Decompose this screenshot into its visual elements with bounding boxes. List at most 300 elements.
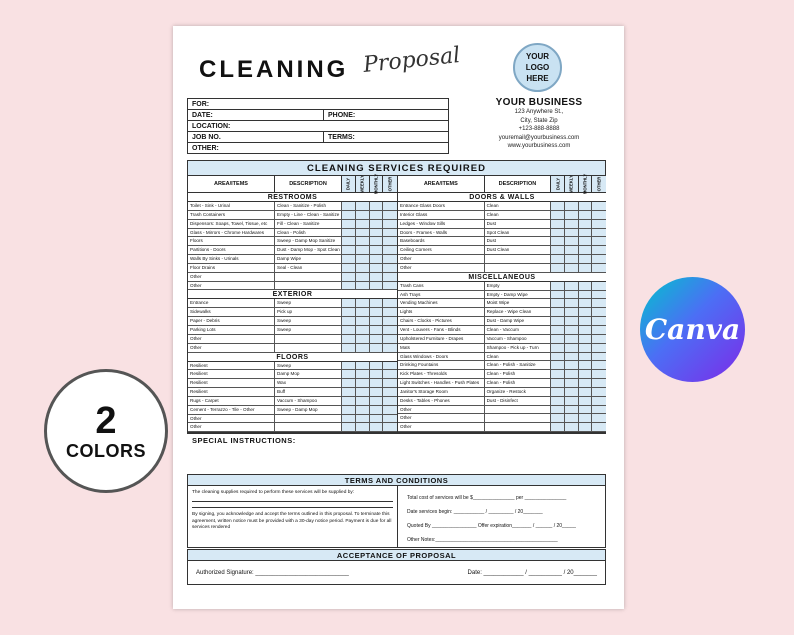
frequency-cell[interactable] [370,397,384,405]
frequency-cell[interactable] [592,291,606,299]
area-cell[interactable]: Entrance Glass Doors [398,202,485,210]
frequency-cell[interactable] [565,291,579,299]
frequency-cell[interactable] [565,220,579,228]
description-cell[interactable]: Clean - Polish [275,229,342,237]
frequency-cell[interactable] [579,361,593,369]
frequency-cell[interactable] [579,299,593,307]
frequency-cell[interactable] [356,255,370,263]
frequency-cell[interactable] [565,317,579,325]
frequency-cell[interactable] [592,414,606,422]
description-cell[interactable]: Sweep - Damp Mop [275,406,342,414]
description-cell[interactable]: Wax [275,379,342,387]
frequency-cell[interactable] [342,308,356,316]
acceptance-date-field[interactable]: Date: ____________ / __________ / 20_______ [467,570,597,576]
frequency-cell[interactable] [383,388,397,396]
frequency-cell[interactable] [592,326,606,334]
frequency-cell[interactable] [579,237,593,245]
area-cell[interactable]: Floors [188,237,275,245]
frequency-cell[interactable] [579,379,593,387]
area-cell[interactable]: Other [188,423,275,431]
description-cell[interactable]: Spot Clean [485,229,552,237]
area-cell[interactable]: Lights [398,308,485,316]
frequency-cell[interactable] [551,220,565,228]
frequency-cell[interactable] [383,211,397,219]
frequency-cell[interactable] [551,370,565,378]
frequency-cell[interactable] [592,211,606,219]
description-cell[interactable]: Clean [485,211,552,219]
frequency-cell[interactable] [592,237,606,245]
area-cell[interactable]: Janitor's Storage Room [398,388,485,396]
description-cell[interactable]: Empty [485,282,552,290]
frequency-cell[interactable] [383,246,397,254]
supplies-line-2[interactable] [192,503,393,508]
area-cell[interactable]: Upholstered Furniture - Drapes [398,335,485,343]
frequency-cell[interactable] [592,423,606,431]
frequency-cell[interactable] [370,379,384,387]
frequency-cell[interactable] [370,255,384,263]
frequency-cell[interactable] [579,255,593,263]
frequency-cell[interactable] [356,388,370,396]
frequency-cell[interactable] [592,282,606,290]
frequency-cell[interactable] [370,273,384,281]
frequency-cell[interactable] [383,379,397,387]
frequency-cell[interactable] [592,220,606,228]
frequency-cell[interactable] [579,246,593,254]
frequency-cell[interactable] [356,308,370,316]
frequency-cell[interactable] [579,264,593,272]
area-cell[interactable]: Other [398,255,485,263]
frequency-cell[interactable] [551,255,565,263]
area-cell[interactable]: Sidewalks [188,308,275,316]
description-cell[interactable]: Vaccum - Shampoo [485,335,552,343]
frequency-cell[interactable] [342,211,356,219]
description-cell[interactable]: Seal - Clean [275,264,342,272]
frequency-cell[interactable] [342,299,356,307]
frequency-cell[interactable] [565,229,579,237]
area-cell[interactable]: Toilet - Sink - Urinal [188,202,275,210]
area-cell[interactable]: Other [188,335,275,343]
frequency-cell[interactable] [383,317,397,325]
frequency-cell[interactable] [356,317,370,325]
description-cell[interactable]: Damp Wipe [275,255,342,263]
area-cell[interactable]: Other [398,423,485,431]
area-cell[interactable]: Dispensors: Soaps, Towel, Tissue, etc [188,220,275,228]
frequency-cell[interactable] [592,264,606,272]
frequency-cell[interactable] [592,229,606,237]
frequency-cell[interactable] [383,202,397,210]
description-cell[interactable] [275,344,342,352]
area-cell[interactable]: Ceiling Corners [398,246,485,254]
frequency-cell[interactable] [579,229,593,237]
frequency-cell[interactable] [592,255,606,263]
frequency-cell[interactable] [592,344,606,352]
frequency-cell[interactable] [579,353,593,361]
frequency-cell[interactable] [370,423,384,431]
area-cell[interactable]: Other [398,406,485,414]
frequency-cell[interactable] [370,317,384,325]
frequency-cell[interactable] [592,406,606,414]
frequency-cell[interactable] [383,282,397,290]
area-cell[interactable]: Doors - Frames - Walls [398,229,485,237]
frequency-cell[interactable] [356,362,370,370]
area-cell[interactable]: Trash Containers [188,211,275,219]
frequency-cell[interactable] [551,308,565,316]
frequency-cell[interactable] [579,308,593,316]
frequency-cell[interactable] [565,211,579,219]
info-row-location[interactable] [188,121,448,132]
description-cell[interactable] [275,335,342,343]
area-cell[interactable]: Kick Plates - Thresolds [398,370,485,378]
frequency-cell[interactable] [592,361,606,369]
frequency-cell[interactable] [356,379,370,387]
frequency-cell[interactable] [579,211,593,219]
frequency-cell[interactable] [551,317,565,325]
description-cell[interactable]: Dust [485,220,552,228]
description-cell[interactable] [275,282,342,290]
frequency-cell[interactable] [356,211,370,219]
frequency-cell[interactable] [579,282,593,290]
area-cell[interactable]: Glass - Mirrors - Chrome Hardwares [188,229,275,237]
description-cell[interactable]: Sweep [275,317,342,325]
frequency-cell[interactable] [551,211,565,219]
frequency-cell[interactable] [551,353,565,361]
frequency-cell[interactable] [565,406,579,414]
frequency-cell[interactable] [342,423,356,431]
frequency-cell[interactable] [370,220,384,228]
frequency-cell[interactable] [370,299,384,307]
frequency-cell[interactable] [551,414,565,422]
frequency-cell[interactable] [342,326,356,334]
description-cell[interactable]: Empty - Line - Clean - Sanitize [275,211,342,219]
description-cell[interactable]: Replace - Wipe Clean [485,308,552,316]
frequency-cell[interactable] [565,388,579,396]
frequency-cell[interactable] [383,370,397,378]
area-cell[interactable]: Floor Drains [188,264,275,272]
description-cell[interactable]: Clean - Vaccum [485,326,552,334]
frequency-cell[interactable] [370,229,384,237]
frequency-cell[interactable] [565,414,579,422]
frequency-cell[interactable] [370,246,384,254]
frequency-cell[interactable] [342,202,356,210]
frequency-cell[interactable] [342,388,356,396]
frequency-cell[interactable] [565,202,579,210]
description-cell[interactable]: Pick up [275,308,342,316]
frequency-cell[interactable] [565,370,579,378]
area-cell[interactable]: Ledges - Window Sills [398,220,485,228]
area-cell[interactable]: Resilient [188,388,275,396]
frequency-cell[interactable] [383,220,397,228]
frequency-cell[interactable] [342,229,356,237]
frequency-cell[interactable] [565,282,579,290]
frequency-cell[interactable] [342,255,356,263]
frequency-cell[interactable] [565,299,579,307]
frequency-cell[interactable] [579,344,593,352]
frequency-cell[interactable] [579,220,593,228]
frequency-cell[interactable] [592,388,606,396]
frequency-cell[interactable] [579,414,593,422]
area-cell[interactable]: Resilient [188,370,275,378]
description-cell[interactable]: Sweep - Damp Mop Sanitize [275,237,342,245]
frequency-cell[interactable] [356,344,370,352]
special-instructions[interactable]: SPECIAL INSTRUCTIONS: [188,432,605,478]
description-cell[interactable] [485,414,552,422]
frequency-cell[interactable] [565,308,579,316]
frequency-cell[interactable] [383,308,397,316]
area-cell[interactable]: Cement - Terrazzo - Tile - Other [188,406,275,414]
area-cell[interactable]: Light Switches - Handles - Push Plates [398,379,485,387]
frequency-cell[interactable] [579,326,593,334]
frequency-cell[interactable] [565,326,579,334]
frequency-cell[interactable] [356,326,370,334]
description-cell[interactable]: Sweep [275,299,342,307]
frequency-cell[interactable] [342,220,356,228]
frequency-cell[interactable] [551,246,565,254]
description-cell[interactable]: Vaccum - Shampoo [275,397,342,405]
frequency-cell[interactable] [551,237,565,245]
frequency-cell[interactable] [383,415,397,423]
frequency-cell[interactable] [356,273,370,281]
description-cell[interactable]: Shampoo - Pick up - Turn [485,344,552,352]
frequency-cell[interactable] [356,220,370,228]
frequency-cell[interactable] [370,202,384,210]
frequency-cell[interactable] [551,202,565,210]
frequency-cell[interactable] [551,291,565,299]
description-cell[interactable]: Fill - Clean - Sanitize [275,220,342,228]
frequency-cell[interactable] [551,282,565,290]
frequency-cell[interactable] [579,423,593,431]
frequency-cell[interactable] [370,211,384,219]
area-cell[interactable]: Ash Trays [398,291,485,299]
frequency-cell[interactable] [356,370,370,378]
frequency-cell[interactable] [565,397,579,405]
frequency-cell[interactable] [579,388,593,396]
description-cell[interactable]: Clean - Sanitize - Polish [275,202,342,210]
frequency-cell[interactable] [565,361,579,369]
info-row-date[interactable] [188,110,448,121]
frequency-cell[interactable] [356,415,370,423]
description-cell[interactable]: Dust - Damp Mop - Spot Clean [275,246,342,254]
frequency-cell[interactable] [370,335,384,343]
frequency-cell[interactable] [342,264,356,272]
frequency-cell[interactable] [356,299,370,307]
area-cell[interactable]: Trash Cans [398,282,485,290]
description-cell[interactable]: Clean - Polish [485,379,552,387]
frequency-cell[interactable] [565,423,579,431]
frequency-cell[interactable] [565,335,579,343]
area-cell[interactable]: Mats [398,344,485,352]
frequency-cell[interactable] [565,255,579,263]
frequency-cell[interactable] [370,326,384,334]
frequency-cell[interactable] [592,379,606,387]
frequency-cell[interactable] [551,423,565,431]
area-cell[interactable]: Glass Windows - Doors [398,353,485,361]
frequency-cell[interactable] [565,379,579,387]
frequency-cell[interactable] [383,273,397,281]
terms-total[interactable]: Total cost of services will be $_______________ per _______________ [407,495,567,501]
frequency-cell[interactable] [551,326,565,334]
frequency-cell[interactable] [579,291,593,299]
frequency-cell[interactable] [579,370,593,378]
area-cell[interactable]: Resilient [188,379,275,387]
frequency-cell[interactable] [551,229,565,237]
frequency-cell[interactable] [592,353,606,361]
frequency-cell[interactable] [356,335,370,343]
frequency-cell[interactable] [592,370,606,378]
area-cell[interactable]: Vending Machines [398,299,485,307]
description-cell[interactable]: Clean - Polish - Sanitize [485,361,552,369]
terms-begin[interactable]: Date services begin: ___________ / _________ / 20_______ [407,509,543,515]
description-cell[interactable] [485,406,552,414]
frequency-cell[interactable] [551,379,565,387]
area-cell[interactable]: Other [188,415,275,423]
supplies-line[interactable] [192,497,393,502]
frequency-cell[interactable] [383,229,397,237]
terms-other-notes[interactable]: Other Notes:____________________________________________ [407,537,558,543]
area-cell[interactable]: Baseboards [398,237,485,245]
area-cell[interactable]: Resilient [188,362,275,370]
area-cell[interactable]: Other [188,344,275,352]
frequency-cell[interactable] [356,423,370,431]
info-row-for[interactable] [188,99,448,110]
description-cell[interactable]: Clean [485,353,552,361]
description-cell[interactable] [275,273,342,281]
frequency-cell[interactable] [342,237,356,245]
description-cell[interactable]: Clean [485,202,552,210]
frequency-cell[interactable] [356,397,370,405]
frequency-cell[interactable] [383,264,397,272]
description-cell[interactable] [275,415,342,423]
description-cell[interactable]: Dust - Disinfect [485,397,552,405]
description-cell[interactable]: Organize - Restock [485,388,552,396]
frequency-cell[interactable] [370,344,384,352]
area-cell[interactable]: Other [398,264,485,272]
info-row-job[interactable] [188,132,448,143]
frequency-cell[interactable] [383,406,397,414]
description-cell[interactable]: Sweep [275,326,342,334]
frequency-cell[interactable] [579,317,593,325]
description-cell[interactable] [485,255,552,263]
frequency-cell[interactable] [383,255,397,263]
frequency-cell[interactable] [370,388,384,396]
frequency-cell[interactable] [342,344,356,352]
description-cell[interactable] [485,264,552,272]
frequency-cell[interactable] [551,335,565,343]
area-cell[interactable]: Walls By Sinks - Urinals [188,255,275,263]
area-cell[interactable]: Paper - Debris [188,317,275,325]
description-cell[interactable]: Moist Wipe [485,299,552,307]
description-cell[interactable] [485,423,552,431]
frequency-cell[interactable] [383,299,397,307]
frequency-cell[interactable] [356,202,370,210]
frequency-cell[interactable] [356,246,370,254]
frequency-cell[interactable] [342,282,356,290]
frequency-cell[interactable] [579,406,593,414]
frequency-cell[interactable] [551,299,565,307]
area-cell[interactable]: Partitions - Doors [188,246,275,254]
description-cell[interactable]: Dust - Damp Wipe [485,317,552,325]
frequency-cell[interactable] [370,264,384,272]
frequency-cell[interactable] [383,344,397,352]
area-cell[interactable]: Other [188,273,275,281]
frequency-cell[interactable] [592,335,606,343]
frequency-cell[interactable] [383,362,397,370]
area-cell[interactable]: Desks - Tables - Phones [398,397,485,405]
frequency-cell[interactable] [370,308,384,316]
info-row-other[interactable] [188,143,448,154]
area-cell[interactable]: Rugs - Carpet [188,397,275,405]
description-cell[interactable]: Dust Clean [485,246,552,254]
frequency-cell[interactable] [370,282,384,290]
description-cell[interactable]: Sweep [275,362,342,370]
frequency-cell[interactable] [383,326,397,334]
description-cell[interactable]: Clean - Polish [485,370,552,378]
frequency-cell[interactable] [565,237,579,245]
frequency-cell[interactable] [579,335,593,343]
frequency-cell[interactable] [565,264,579,272]
description-cell[interactable] [275,423,342,431]
frequency-cell[interactable] [592,308,606,316]
frequency-cell[interactable] [383,397,397,405]
frequency-cell[interactable] [551,264,565,272]
terms-quoted[interactable]: Quoted By ________________ Offer expiration_______ / ______ / 20_____ [407,523,576,529]
frequency-cell[interactable] [342,362,356,370]
frequency-cell[interactable] [342,370,356,378]
frequency-cell[interactable] [370,237,384,245]
frequency-cell[interactable] [383,423,397,431]
frequency-cell[interactable] [592,299,606,307]
frequency-cell[interactable] [551,344,565,352]
description-cell[interactable]: Dust [485,237,552,245]
frequency-cell[interactable] [551,397,565,405]
frequency-cell[interactable] [370,415,384,423]
frequency-cell[interactable] [342,415,356,423]
description-cell[interactable]: Buff [275,388,342,396]
area-cell[interactable]: Vent - Louvers - Fans - Blinds [398,326,485,334]
frequency-cell[interactable] [356,406,370,414]
frequency-cell[interactable] [592,317,606,325]
frequency-cell[interactable] [370,370,384,378]
frequency-cell[interactable] [342,246,356,254]
frequency-cell[interactable] [356,264,370,272]
frequency-cell[interactable] [592,397,606,405]
area-cell[interactable]: Entrance [188,299,275,307]
frequency-cell[interactable] [551,406,565,414]
signature-field[interactable]: Authorized Signature: ____________________________ [196,570,349,576]
description-cell[interactable]: Damp Mop [275,370,342,378]
frequency-cell[interactable] [383,335,397,343]
frequency-cell[interactable] [592,202,606,210]
description-cell[interactable]: Empty - Damp Wipe [485,291,552,299]
area-cell[interactable]: Other [398,414,485,422]
frequency-cell[interactable] [356,237,370,245]
frequency-cell[interactable] [342,379,356,387]
frequency-cell[interactable] [551,388,565,396]
frequency-cell[interactable] [565,246,579,254]
frequency-cell[interactable] [370,406,384,414]
frequency-cell[interactable] [342,273,356,281]
area-cell[interactable]: Other [188,282,275,290]
frequency-cell[interactable] [342,406,356,414]
area-cell[interactable]: Chairs - Clocks - Pictures [398,317,485,325]
frequency-cell[interactable] [565,344,579,352]
area-cell[interactable]: Parking Lots [188,326,275,334]
frequency-cell[interactable] [342,335,356,343]
frequency-cell[interactable] [551,361,565,369]
frequency-cell[interactable] [579,397,593,405]
frequency-cell[interactable] [579,202,593,210]
area-cell[interactable]: Interior Glass [398,211,485,219]
frequency-cell[interactable] [592,246,606,254]
